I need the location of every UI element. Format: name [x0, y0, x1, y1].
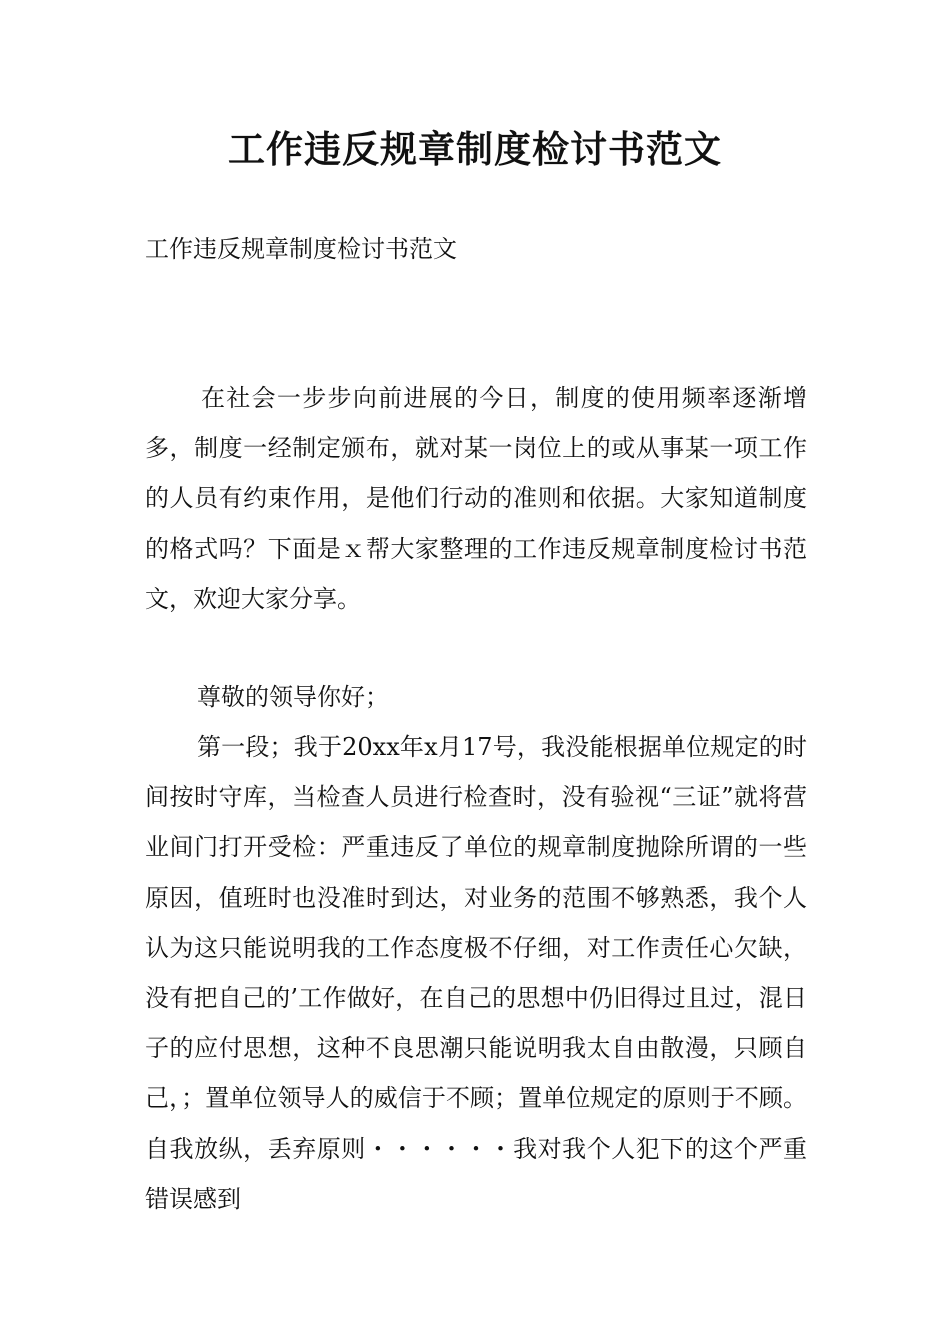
- salutation: 尊敬的领导你好；: [197, 683, 389, 711]
- intro-paragraph: 在社会一步步向前进展的今日，制度的使用频率逐渐增多，制度一经制定颁布，就对某一岗位上的或从事某一项工作的人员有约束作用，是他们行动的准则和依据。大家知道制度的格式吗？下面是ｘ帮大家整理的工作违反规章制度检讨书范文，欢迎大家分享。: [145, 384, 807, 613]
- body-paragraph-1: 第一段；我于20xx年x月17号，我没能根据单位规定的时间按时守库，当检查人员进行检查时，没有验视“三证”就将营业间门打开受检：严重违反了单位的规章制度抛除所谓的一些原因，值班时也没准时到达，对业务的范围不够熟悉，我个人认为这只能说明我的工作态度极不仔细，对工作责任心欠缺，没有把自己的’工作做好，在自己的思想中仍旧得过且过，混日子的应付思想，这种不良思潮只能说明我太自由散漫，只顾自己，；置单位领导人的威信于不顾；置单位规定的原则于不顾。自我放纵，丢弃原则・・・・・・我对我个人犯下的这个严重错误感到: [145, 733, 807, 1213]
- document-subtitle: 工作违反规章制度检讨书范文: [145, 235, 457, 263]
- document-title: 工作违反规章制度检讨书范文: [228, 128, 722, 171]
